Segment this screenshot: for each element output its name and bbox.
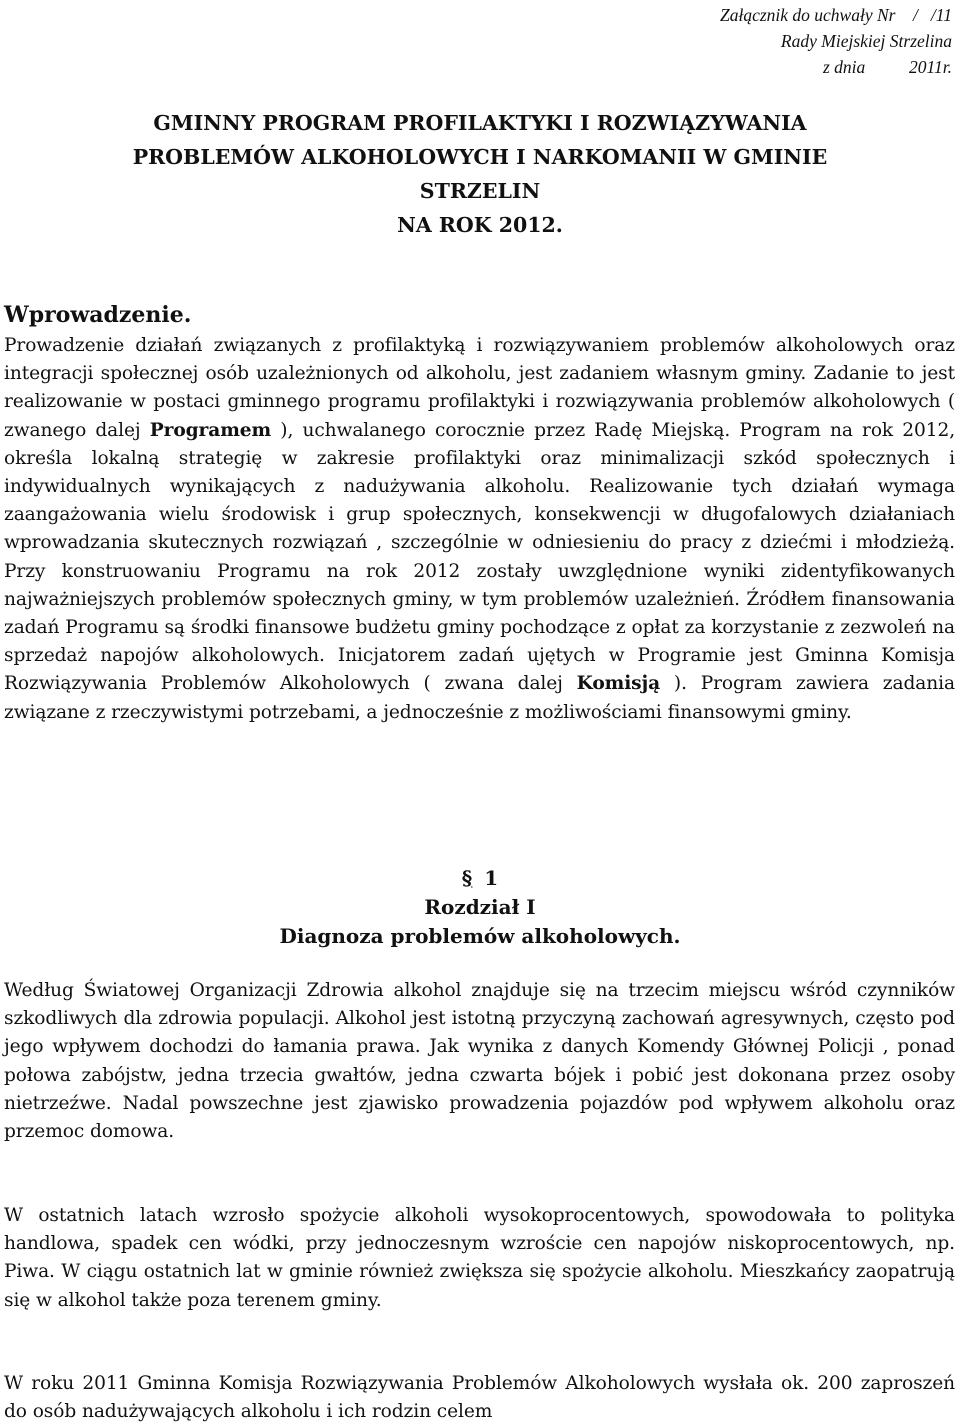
intro-paragraph xyxy=(4,332,955,727)
chapter-title: Diagnoza problemów alkoholowych. xyxy=(279,924,681,948)
attachment-line-3: z dnia 2011r. xyxy=(823,57,952,77)
document-title xyxy=(0,106,960,242)
intro-bold-komisja: Komisją xyxy=(576,673,661,695)
intro-bold-programem: Programem xyxy=(149,419,272,441)
diagnosis-paragraph-3: W roku 2011 Gminna Komisja Rozwiązywania Problemów Alkoholowych wysłała ok. 200 zaproszeń do osób nadużywających alkoholu i ich rodzin celem xyxy=(4,1373,955,1423)
title-line-1: GMINNY PROGRAM PROFILAKTYKI I ROZWIĄZYWANIA xyxy=(153,111,807,135)
intro-text-2: ), uchwalanego corocznie przez Radę Miejską. Program na rok 2012, określa lokalną strategię w zakresie profilaktyki oraz minimalizacji szkód społecznych i indywidualnych wynikających z nadużywania alkoholu. Realizowanie tych działań wymaga zaangażowania wielu środowisk i grup społecznych, konsekwencji w długofalowych działaniach wprowadzania skutecznych rozwiązań , szczególnie w odniesieniu do pracy z dziećmi i młodzieżą. Przy konstruowaniu Programu na rok 2012 zostały uwzględnione wyniki zidentyfikowanych najważniejszych problemów społecznych gminy, w tym problemów uzależnień. Źródłem finansowania zadań Programu są środki finansowe budżetu gminy pochodzące z opłat za korzystanie z zezwoleń na sprzedaż napojów alkoholowych. Inicjatorem zadań ujętych w Programie jest Gminna Komisja Rozwiązywania Problemów Alkoholowych ( zwana dalej xyxy=(4,419,956,695)
chapter-section-sign xyxy=(0,864,960,893)
attachment-line-1: Załącznik do uchwały Nr / /11 xyxy=(719,5,952,25)
intro-text-3: ). Program zawiera zadania związane z rzeczywistymi potrzebami, a jednocześnie z możliwościami finansowymi gminy. xyxy=(4,673,955,723)
intro-text-1: Prowadzenie działań związanych z profilaktyką i rozwiązywaniem problemów alkoholowych oraz integracji społecznej osób uzależnionych od alkoholu, jest zadaniem własnym gminy. Zadanie to jest realizowanie w postaci gminnego programu profilaktyki i rozwiązywania problemów alkoholowych ( zwanego dalej xyxy=(4,335,955,441)
diagnosis-paragraph-2: W ostatnich latach wzrosło spożycie alkoholi wysokoprocentowych, spowodowała to polityka handlowa, spadek cen wódki, przy jednoczesnym wzroście cen napojów niskoprocentowych, np. Piwa. W ciągu ostatnich lat w gminie również zwiększa się spożycie alkoholu. Mieszkańcy zaopatrują się w alkohol także poza terenem gminy. xyxy=(4,1205,955,1311)
attachment-line-2: Rady Miejskiej Strzelina xyxy=(780,31,952,51)
title-line-4: NA ROK 2012. xyxy=(397,213,563,237)
section-sign-glyph: § xyxy=(461,866,473,890)
attachment-note xyxy=(552,2,952,80)
chapter-name: Rozdział I xyxy=(424,895,536,919)
title-line-3: STRZELIN xyxy=(419,179,541,203)
section-number: 1 xyxy=(484,866,499,890)
title-line-2: PROBLEMÓW ALKOHOLOWYCH I NARKOMANII W GMINIE xyxy=(132,145,828,169)
intro-heading: Wprowadzenie. xyxy=(4,302,192,328)
diagnosis-paragraph-1: Według Światowej Organizacji Zdrowia alkohol znajduje się na trzecim miejscu wśród czynników szkodliwych dla zdrowia populacji. Alkohol jest istotną przyczyną zachowań agresywnych, często pod jego wpływem dochodzi do łamania prawa. Jak wynika z danych Komendy Głównej Policji , ponad połowa zabójstw, jedna trzecia gwałtów, jedna czwarta bójek i pobić jest dokonana przez osoby nietrzeźwe. Nadal powszechne jest zjawisko prowadzenia pojazdów pod wpływem alkoholu oraz przemoc domowa. xyxy=(4,980,955,1143)
